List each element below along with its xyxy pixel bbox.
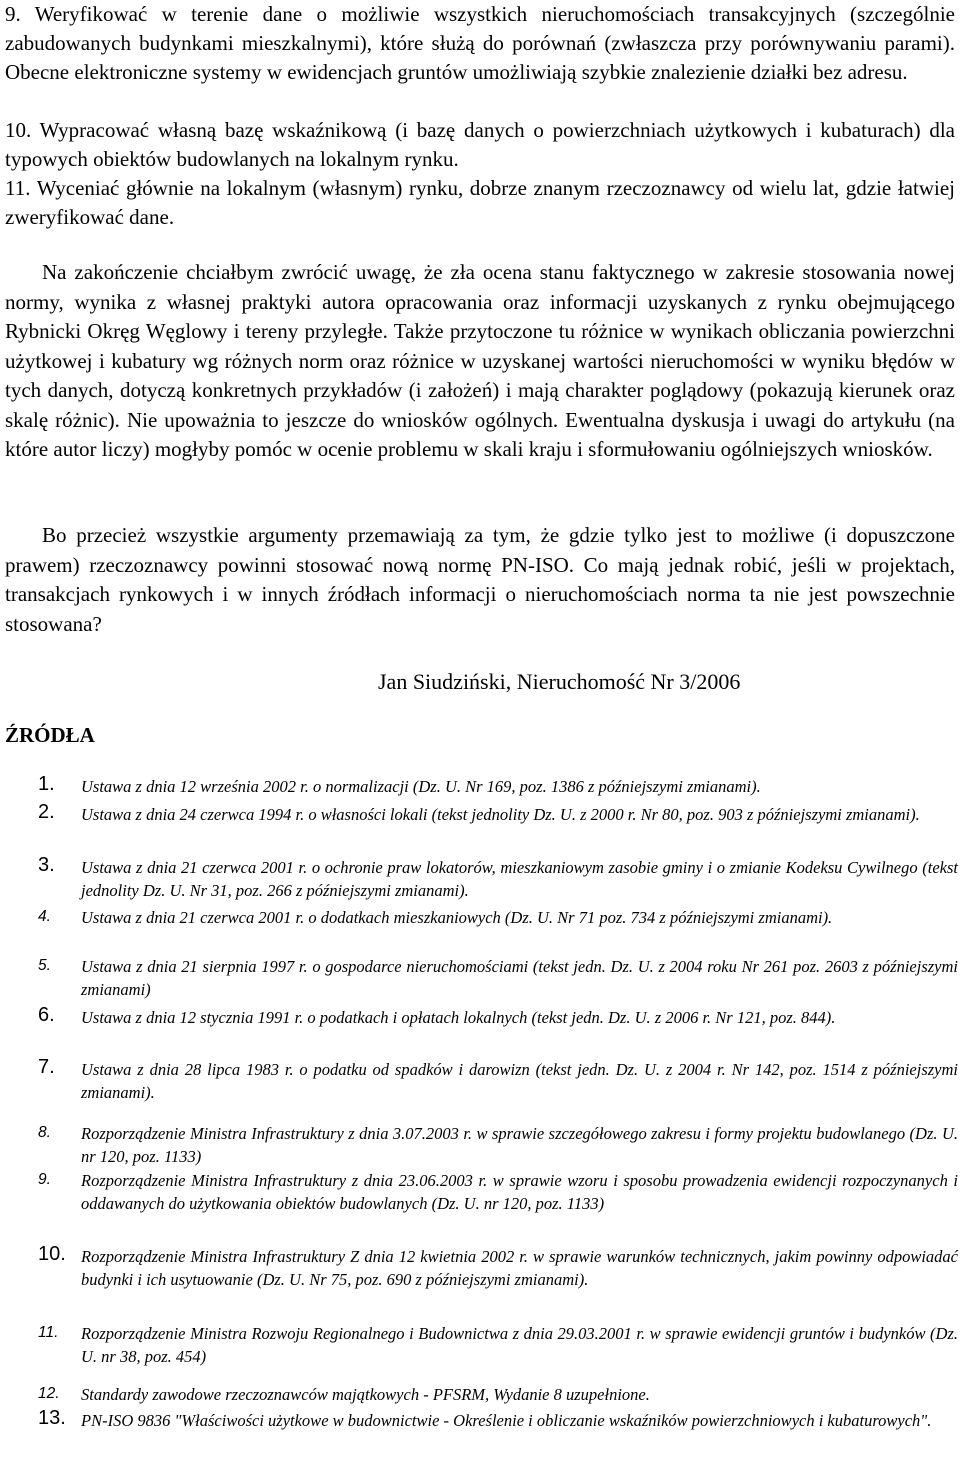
list-item-text: Wypracować własną bazę wskaźnikową (i bazę danych o powierzchniach użytkowych i kubaturach) dla typowych obiektów budowlanych na lokalnym rynku.	[5, 118, 955, 171]
reference-number: 13.	[38, 1407, 66, 1429]
reference-text: Ustawa z dnia 12 września 2002 r. o normalizacji (Dz. U. Nr 169, poz. 1386 z późniejszymi zmianami).	[81, 777, 761, 796]
reference-text: Ustawa z dnia 24 czerwca 1994 r. o własności lokali (tekst jednolity Dz. U. z 2000 r. Nr 80, poz. 903 z późniejszymi zmianami).	[81, 805, 920, 824]
reference-text: Standardy zawodowe rzeczoznawców majątkowych - PFSRM, Wydanie 8 uzupełnione.	[81, 1385, 650, 1404]
author-citation: Jan Siudziński, Nieruchomość Nr 3/2006	[378, 669, 741, 694]
reference-number: 6.	[38, 1004, 55, 1026]
reference-text: Ustawa z dnia 21 czerwca 2001 r. o ochronie praw lokatorów, mieszkaniowym zasobie gminy i o zmianie Kodeksu Cywilnego (tekst jednolity Dz. U. Nr 31, poz. 266 z późniejszymi zmianami).	[81, 858, 958, 900]
reference-text: PN-ISO 9836 "Właściwości użytkowe w budownictwie - Określenie i obliczanie wskaźników powierzchniowych i kubaturowych".	[81, 1411, 932, 1430]
list-item-text: Weryfikować w terenie dane o możliwie wszystkich nieruchomościach transakcyjnych (szczególnie zabudowanych budynkami mieszkalnymi), które służą do porównań (zwłaszcza przy porównywaniu parami). Obecne elektroniczne systemy w ewidencjach gruntów umożliwiają szybkie znalezienie działki bez adresu.	[5, 2, 955, 84]
reference-number: 11.	[38, 1324, 59, 1341]
reference-number: 8.	[38, 1124, 51, 1141]
reference-number: 1.	[38, 773, 55, 795]
reference-number: 2.	[38, 801, 55, 823]
reference-number: 10.	[38, 1243, 66, 1265]
reference-text: Ustawa z dnia 28 lipca 1983 r. o podatku od spadków i darowizn (tekst jedn. Dz. U. z 2004 r. Nr 142, poz. 1514 z późniejszymi zmianami).	[81, 1060, 958, 1102]
reference-text: Rozporządzenie Ministra Infrastruktury Z dnia 12 kwietnia 2002 r. w sprawie warunków technicznych, jakim powinny odpowiadać budynki i ich usytuowanie (Dz. U. Nr 75, poz. 690 z późniejszymi zmianami).	[81, 1247, 958, 1289]
reference-text: Ustawa z dnia 21 sierpnia 1997 r. o gospodarce nieruchomościami (tekst jedn. Dz. U. z 2004 roku Nr 261 poz. 2603 z późniejszymi zmianami)	[81, 957, 958, 999]
list-item-number: 9.	[5, 2, 21, 26]
list-item-number: 10.	[5, 118, 32, 142]
reference-text: Rozporządzenie Ministra Rozwoju Regionalnego i Budownictwa z dnia 29.03.2001 r. w sprawie ewidencji gruntów i budynków (Dz. U. nr 38, poz. 454)	[81, 1324, 958, 1366]
reference-text: Rozporządzenie Ministra Infrastruktury z dnia 3.07.2003 r. w sprawie szczegółowego zakresu i formy projektu budowlanego (Dz. U. nr 120, poz. 1133)	[81, 1124, 958, 1166]
list-item	[5, 116, 955, 174]
reference-text: Ustawa z dnia 21 czerwca 2001 r. o dodatkach mieszkaniowych (Dz. U. Nr 71 poz. 734 z późniejszymi zmianami).	[81, 908, 833, 927]
reference-number: 9.	[38, 1171, 51, 1188]
reference-text: Ustawa z dnia 12 stycznia 1991 r. o podatkach i opłatach lokalnych (tekst jedn. Dz. U. z 2006 r. Nr 121, poz. 844).	[81, 1008, 836, 1027]
reference-number: 3.	[38, 854, 55, 876]
reference-number: 4.	[38, 908, 51, 925]
list-item-number: 11.	[5, 176, 31, 200]
reference-number: 7.	[38, 1056, 55, 1078]
reference-text: Rozporządzenie Ministra Infrastruktury z dnia 23.06.2003 r. w sprawie wzoru i sposobu prowadzenia ewidencji rozpoczynanych i oddawanych do użytkowania obiektów budowlanych (Dz. U. nr 120, poz. 1133)	[81, 1171, 958, 1213]
list-item	[5, 174, 955, 232]
sources-heading: ŹRÓDŁA	[5, 723, 95, 747]
closing-paragraph: Bo przecież wszystkie argumenty przemawiają za tym, że gdzie tylko jest to możliwe (i dopuszczone prawem) rzeczoznawcy powinni stosować nową normę PN-ISO. Co mają jednak robić, jeśli w projektach, transakcjach rynkowych i w innych źródłach informacji o nieruchomościach norma ta nie jest powszechnie stosowana?	[5, 523, 955, 636]
closing-paragraph: Na zakończenie chciałbym zwrócić uwagę, że zła ocena stanu faktycznego w zakresie stosowania nowej normy, wynika z własnej praktyki autora opracowania oraz informacji uzyskanych z rynku obejmującego Rybnicki Okręg Węglowy i tereny przyległe. Także przytoczone tu różnice w wynikach obliczania powierzchni użytkowej i kubatury wg różnych norm oraz różnice w uzyskanej wartości nieruchomości w wyniku błędów w tych danych, dotyczą konkretnych przykładów (i założeń) i mają charakter poglądowy (pokazują kierunek oraz skalę różnic). Nie upoważnia to jeszcze do wniosków ogólnych. Ewentualna dyskusja i uwagi do artykułu (na które autor liczy) mogłyby pomóc w ocenie problemu w skali kraju i sformułowaniu ogólniejszych wniosków.	[5, 260, 955, 461]
reference-number: 5.	[38, 957, 51, 974]
list-item-text: Wyceniać głównie na lokalnym (własnym) rynku, dobrze znanym rzeczoznawcy od wielu lat, gdzie łatwiej zweryfikować dane.	[5, 176, 955, 229]
list-item	[5, 0, 955, 87]
reference-number: 12.	[38, 1385, 60, 1402]
